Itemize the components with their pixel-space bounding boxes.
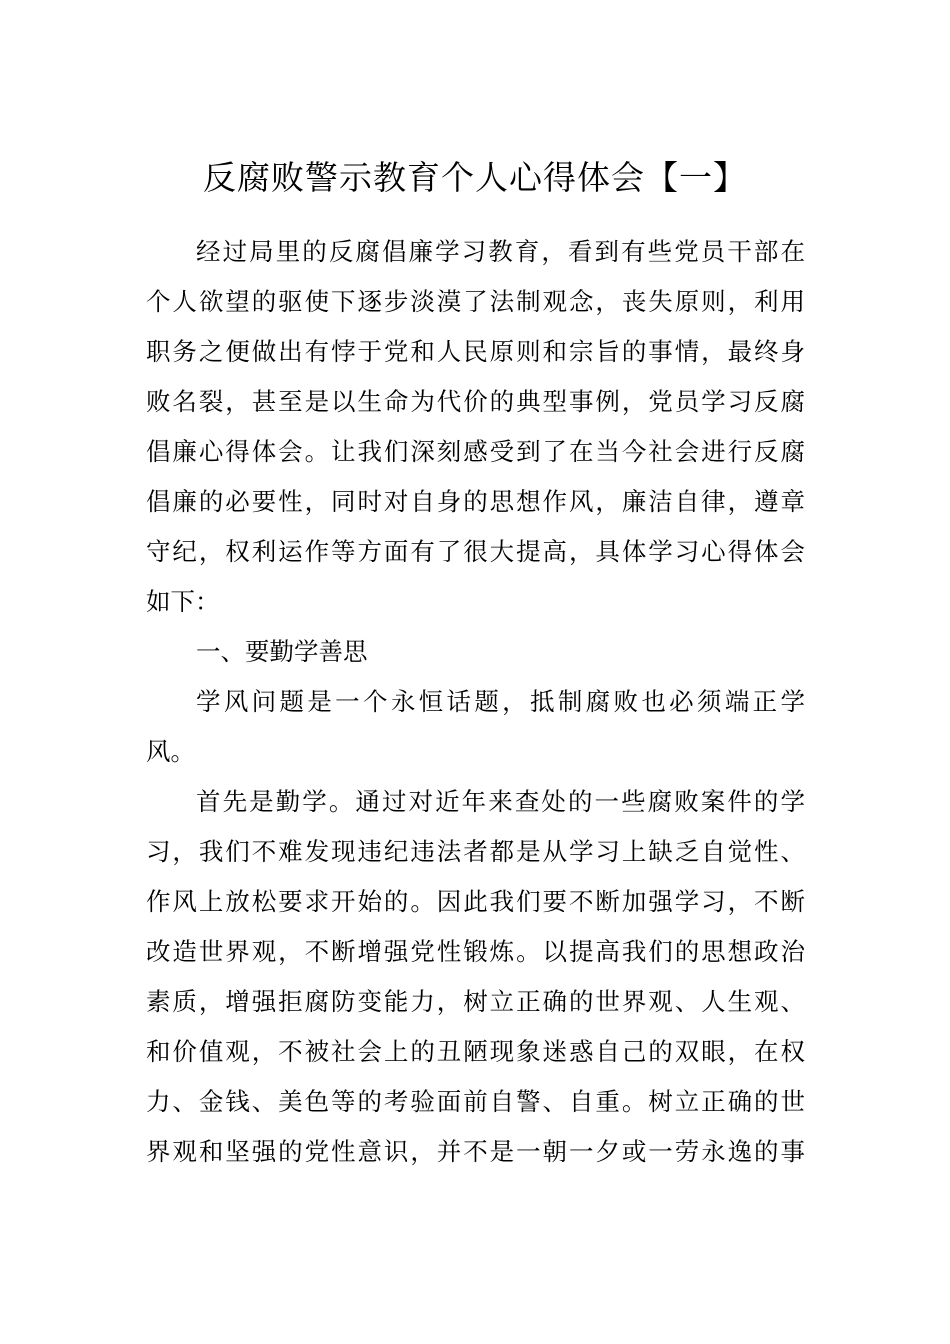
paragraph-line: 倡廉的必要性，同时对自身的思想作风，廉洁自律，遵章 <box>146 487 805 516</box>
paragraph-line: 力、金钱、美色等的考验面前自警、自重。树立正确的世 <box>146 1087 805 1116</box>
paragraph-line: 个人欲望的驱使下逐步淡漠了法制观念，丧失原则，利用 <box>146 287 805 316</box>
paragraph-line: 经过局里的反腐倡廉学习教育，看到有些党员干部在 <box>196 237 805 266</box>
paragraph-line: 作风上放松要求开始的。因此我们要不断加强学习，不断 <box>146 887 805 916</box>
paragraph-line: 倡廉心得体会。让我们深刻感受到了在当今社会进行反腐 <box>146 437 805 466</box>
paragraph-line: 败名裂，甚至是以生命为代价的典型事例，党员学习反腐 <box>146 387 805 416</box>
paragraph-line: 如下： <box>146 587 220 616</box>
paragraph-line: 素质，增强拒腐防变能力，树立正确的世界观、人生观、 <box>146 987 805 1016</box>
paragraph-line: 职务之便做出有悖于党和人民原则和宗旨的事情，最终身 <box>146 337 805 366</box>
document-title: 反腐败警示教育个人心得体会【一】 <box>203 158 747 197</box>
paragraph-line: 和价值观，不被社会上的丑陋现象迷惑自己的双眼，在权 <box>146 1037 805 1066</box>
paragraph-line: 首先是勤学。通过对近年来查处的一些腐败案件的学 <box>196 787 805 816</box>
paragraph-line: 风。 <box>146 737 195 766</box>
paragraph-line: 学风问题是一个永恒话题，抵制腐败也必须端正学 <box>196 687 805 716</box>
paragraph-line: 界观和坚强的党性意识，并不是一朝一夕或一劳永逸的事 <box>146 1137 805 1166</box>
paragraph-line: 习，我们不难发现违纪违法者都是从学习上缺乏自觉性、 <box>146 837 805 866</box>
section-heading: 一、要勤学善思 <box>196 637 368 666</box>
paragraph-line: 守纪，权利运作等方面有了很大提高，具体学习心得体会 <box>146 537 805 566</box>
paragraph-line: 改造世界观，不断增强党性锻炼。以提高我们的思想政治 <box>146 937 805 966</box>
